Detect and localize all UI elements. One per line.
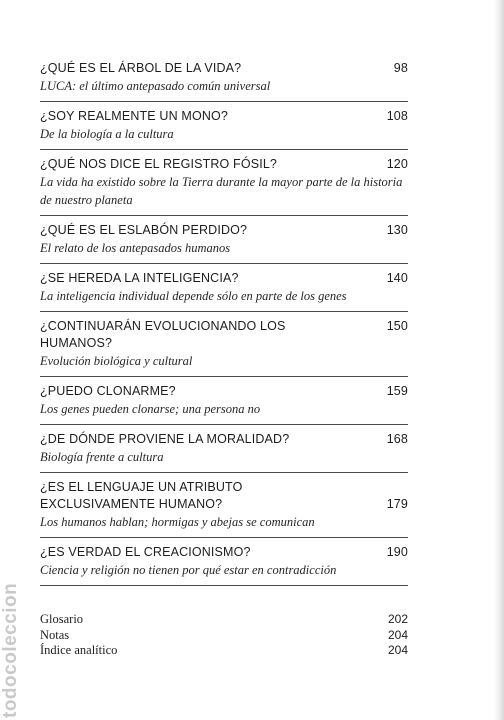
toc-subtitle: Biología frente a cultura	[40, 450, 164, 464]
toc-title: ¿QUÉ NOS DICE EL REGISTRO FÓSIL?	[40, 157, 278, 171]
watermark	[0, 540, 22, 720]
toc-entry	[40, 425, 408, 473]
back-matter-label: Notas	[40, 627, 70, 642]
toc-page-number: 150	[386, 319, 408, 333]
toc-title: ¿ES EL LENGUAJE UN ATRIBUTO EXCLUSIVAMENTE HUMANO?	[40, 480, 243, 511]
watermark-text: todocoleccion	[0, 582, 21, 718]
toc-subtitle: De la biología a la cultura	[40, 127, 174, 141]
back-matter-page: 204	[387, 643, 408, 657]
back-matter-label: Glosario	[40, 612, 84, 626]
toc-page-number: 98	[393, 61, 408, 75]
back-matter-item	[40, 628, 408, 644]
back-matter-item	[40, 643, 408, 659]
toc-entry	[40, 538, 408, 586]
toc-title: ¿SOY REALMENTE UN MONO?	[40, 109, 228, 123]
toc-title: ¿SE HEREDA LA INTELIGENCIA?	[40, 271, 239, 285]
toc-page-number: 120	[386, 157, 408, 171]
back-matter-label: Índice analítico	[40, 643, 118, 657]
toc-page-number: 179	[386, 497, 408, 511]
toc-page-number: 159	[386, 384, 408, 398]
toc-page-number: 140	[386, 271, 408, 285]
toc-entry	[40, 102, 408, 150]
back-matter-item	[40, 612, 408, 628]
back-matter-page: 202	[387, 612, 408, 626]
toc-subtitle: El relato de los antepasados humanos	[40, 241, 231, 255]
table-of-contents	[40, 56, 408, 659]
toc-entry	[40, 473, 408, 538]
toc-title: ¿QUÉ ES EL ÁRBOL DE LA VIDA?	[40, 61, 242, 75]
toc-subtitle: Ciencia y religión no tienen por qué estar en contradicción	[40, 563, 337, 577]
toc-subtitle: Los genes pueden clonarse; una persona no	[40, 402, 261, 416]
toc-title: ¿CONTINUARÁN EVOLUCIONANDO LOS HUMANOS?	[40, 319, 286, 350]
toc-page-number: 190	[386, 545, 408, 559]
toc-entry	[40, 264, 408, 312]
toc-entry	[40, 312, 408, 377]
toc-subtitle: La inteligencia individual depende sólo en parte de los genes	[40, 289, 347, 303]
toc-subtitle: LUCA: el último antepasado común universal	[40, 79, 271, 93]
toc-entry	[40, 150, 408, 216]
toc-page-number: 168	[386, 432, 408, 446]
toc-subtitle: La vida ha existido sobre la Tierra durante la mayor parte de la historia de nuestro planeta	[40, 175, 403, 207]
page-edge-shadow	[494, 0, 504, 720]
toc-page-number: 130	[386, 223, 408, 237]
toc-entry	[40, 56, 408, 102]
toc-title: ¿QUÉ ES EL ESLABÓN PERDIDO?	[40, 223, 248, 237]
toc-entry	[40, 216, 408, 264]
toc-entry	[40, 377, 408, 425]
toc-subtitle: Los humanos hablan; hormigas y abejas se comunican	[40, 515, 315, 529]
toc-page-number: 108	[386, 109, 408, 123]
back-matter-list	[40, 612, 408, 659]
toc-subtitle: Evolución biológica y cultural	[40, 354, 193, 368]
toc-title: ¿PUEDO CLONARME?	[40, 384, 176, 398]
toc-title: ¿DE DÓNDE PROVIENE LA MORALIDAD?	[40, 432, 290, 446]
back-matter-page: 204	[387, 627, 408, 642]
toc-title: ¿ES VERDAD EL CREACIONISMO?	[40, 545, 251, 559]
